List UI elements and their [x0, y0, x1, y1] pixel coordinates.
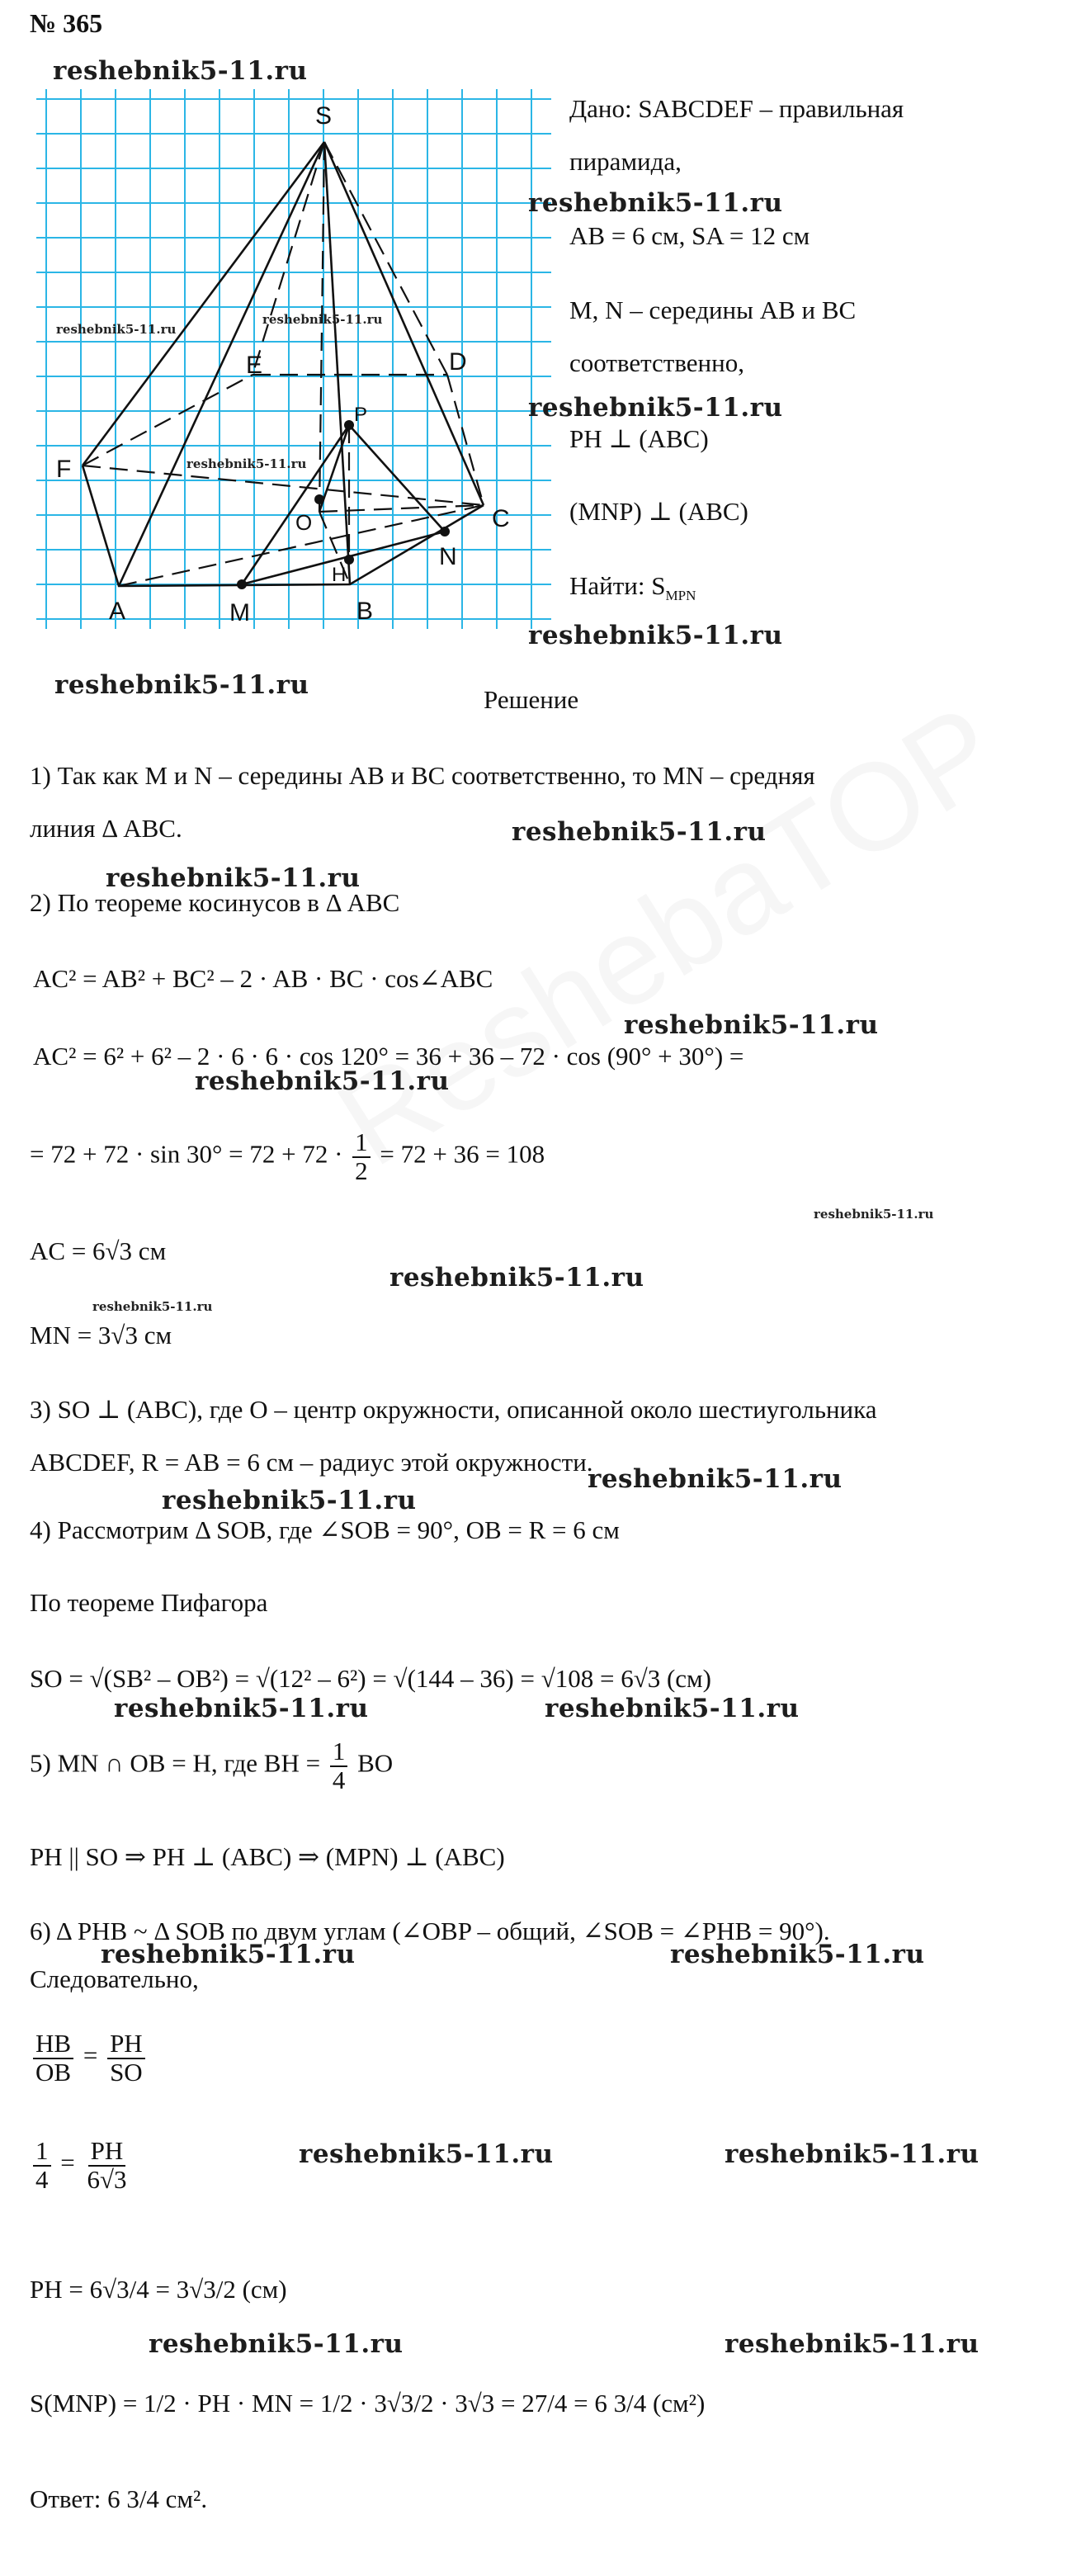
label-o: O	[295, 510, 313, 535]
watermark: reshebnik5-11.ru	[162, 1486, 417, 1515]
label-d: D	[449, 348, 467, 376]
given-line-4: M, N – середины AB и BC	[569, 295, 857, 324]
watermark: reshebnik5-11.ru	[114, 1694, 369, 1723]
pyramid-figure	[30, 74, 558, 652]
problem-number: № 365	[30, 8, 103, 38]
watermark: reshebnik5-11.ru	[624, 1010, 879, 1040]
step-3b: ABCDEF, R = AB = 6 см – радиус этой окружности.	[30, 1448, 593, 1477]
label-s: S	[315, 102, 333, 130]
watermark: reshebnik5-11.ru	[195, 1066, 450, 1096]
step-6a: 6) Δ PHB ~ Δ SOB по двум углам (∠OBP – общий, ∠SOB = ∠PHB = 90°).	[30, 1917, 830, 1945]
watermark-small: reshebnik5-11.ru	[186, 456, 307, 471]
label-n: N	[439, 543, 457, 570]
ac-law: AC² = AB² + BC² – 2 · AB · BC · cos∠ABC	[33, 964, 493, 993]
watermark: reshebnik5-11.ru	[528, 393, 783, 423]
parallel-line: PH || SO ⇒ PH ⊥ (ABC) ⇒ (MPN) ⊥ (ABC)	[30, 1842, 505, 1871]
step-4: 4) Рассмотрим Δ SOB, где ∠SOB = 90°, OB = R = 6 см	[30, 1515, 620, 1544]
ac-cont: = 72 + 72 · sin 30° = 72 + 72 · $\frac{1}{2}$ = 72 + 36 = 108	[30, 1127, 545, 1185]
point-o	[314, 494, 324, 504]
watermark: reshebnik5-11.ru	[53, 56, 308, 86]
label-b: B	[356, 598, 374, 625]
step-3a: 3) SO ⊥ (ABC), где O – центр окружности, описанной около шестиугольника	[30, 1395, 877, 1424]
given-line-1: Дано: SABCDEF – правильная	[569, 94, 904, 123]
watermark: reshebnik5-11.ru	[512, 817, 767, 847]
step-6b: Следовательно,	[30, 1964, 199, 1993]
given-line-5: соответственно,	[569, 348, 744, 377]
label-f: F	[56, 456, 72, 483]
label-m: M	[229, 599, 250, 626]
ac-result: AC = 6√3 см	[30, 1236, 167, 1265]
background-watermark	[314, 677, 1023, 1194]
watermark: reshebnik5-11.ru	[54, 670, 309, 700]
watermark-small: reshebnik5-11.ru	[92, 1299, 213, 1314]
watermark: reshebnik5-11.ru	[725, 2139, 980, 2169]
watermark-small: reshebnik5-11.ru	[262, 312, 383, 327]
ratio-1: $\frac{HB}{OB}$ = $\frac{PH}{SO}$	[30, 2030, 149, 2086]
label-h: H	[332, 564, 347, 586]
given-line-2: пирамида,	[569, 147, 682, 176]
given-line-6: PH ⊥ (ABC)	[569, 424, 709, 453]
watermark: reshebnik5-11.ru	[725, 2329, 980, 2359]
watermark: reshebnik5-11.ru	[389, 1263, 644, 1293]
watermark: reshebnik5-11.ru	[101, 1940, 356, 1969]
given-line-7: (MNP) ⊥ (ABC)	[569, 497, 748, 526]
watermark: reshebnik5-11.ru	[106, 863, 361, 893]
ratio-2: $\frac{1}{4}$ = $\frac{PH}{6√3}$	[30, 2138, 133, 2193]
watermark: reshebnik5-11.ru	[299, 2139, 554, 2169]
step-5: 5) MN ∩ OB = H, где BH = $\frac{1}{4}$ BO	[30, 1737, 394, 1794]
fraction-one-half: $\frac{1}{2}$	[352, 1129, 371, 1184]
fraction-one-quarter: $\frac{1}{4}$	[330, 1738, 348, 1794]
label-a: A	[109, 598, 126, 625]
so-result: SO = √(SB² – OB²) = √(12² – 6²) = √(144 – 36) = √108 = 6√3 (см)	[30, 1664, 711, 1693]
ac-calc: AC² = 6² + 6² – 2 · 6 · 6 · cos 120° = 36 + 36 – 72 · cos (90° + 30°) =	[33, 1042, 744, 1071]
answer: Ответ: 6 3/4 см².	[30, 2484, 208, 2513]
step-1b: линия Δ ABC.	[30, 814, 182, 843]
solution-title: Решение	[484, 685, 579, 714]
watermark: reshebnik5-11.ru	[670, 1940, 925, 1969]
watermark: reshebnik5-11.ru	[528, 621, 783, 650]
watermark: reshebnik5-11.ru	[528, 188, 783, 218]
watermark-small: reshebnik5-11.ru	[56, 322, 177, 337]
step-2: 2) По теореме косинусов в Δ ABC	[30, 888, 400, 917]
point-m	[237, 579, 247, 589]
pythagoras-label: По теореме Пифагора	[30, 1588, 268, 1617]
point-p	[344, 420, 354, 430]
label-p: P	[354, 404, 368, 426]
given-line-3: AB = 6 см, SA = 12 см	[569, 221, 810, 250]
find-label: Найти: $S_{MPN}$	[569, 571, 696, 604]
point-n	[440, 527, 450, 536]
watermark: reshebnik5-11.ru	[149, 2329, 404, 2359]
label-c: C	[492, 505, 510, 532]
area-result: S(MNP) = 1/2 · PH · MN = 1/2 · 3√3/2 · 3√3 = 27/4 = 6 3/4 (см²)	[30, 2389, 706, 2418]
step-1a: 1) Так как M и N – середины AB и BC соответственно, то MN – средняя	[30, 761, 815, 790]
watermark-small: reshebnik5-11.ru	[814, 1207, 934, 1222]
ph-result: PH = 6√3/4 = 3√3/2 (см)	[30, 2275, 287, 2304]
mn-result: MN = 3√3 см	[30, 1321, 172, 1349]
watermark: reshebnik5-11.ru	[588, 1464, 843, 1494]
pyramid-solid-edges	[83, 142, 484, 586]
watermark: reshebnik5-11.ru	[545, 1694, 800, 1723]
pyramid-hidden-edges	[83, 142, 484, 586]
label-e: E	[246, 352, 263, 379]
